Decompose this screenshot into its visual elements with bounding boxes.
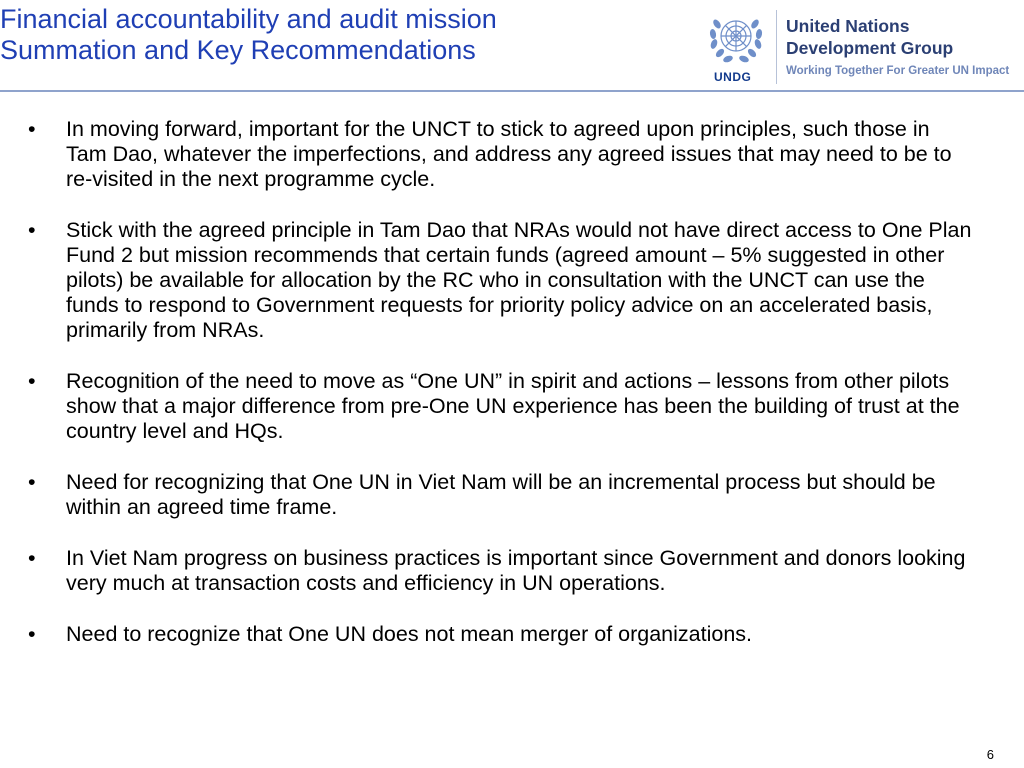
bullet-text: Recognition of the need to move as “One UN” in spirit and actions – lessons from other pilots show that a major difference from pre-One UN experience has been the building of trust at the country level and HQs.: [66, 369, 960, 443]
slide-title: [0, 4, 497, 66]
bullet-marker: •: [28, 546, 36, 570]
list-item: [0, 470, 1024, 520]
bullet-marker: •: [28, 218, 36, 242]
bullet-text: In Viet Nam progress on business practices is important since Government and donors looking very much at transaction costs and efficiency in UN operations.: [66, 546, 966, 595]
undg-abbreviation: UNDG: [714, 70, 752, 84]
slide-title-line-1: Financial accountability and audit mission: [0, 4, 497, 34]
list-item: [0, 117, 1024, 192]
bullet-text: In moving forward, important for the UNCT to stick to agreed upon principles, such those in Tam Dao, whatever the imperfections, and address any agreed issues that may need to be to re-visited in the next programme cycle.: [66, 117, 952, 191]
slide-body: [0, 117, 1024, 673]
recommendations-list: [0, 117, 1024, 647]
bullet-marker: •: [28, 369, 36, 393]
logo-divider: [776, 10, 777, 84]
org-tagline: Working Together For Greater UN Impact: [786, 65, 1010, 77]
bullet-text: Need to recognize that One UN does not mean merger of organizations.: [66, 622, 752, 646]
list-item: [0, 546, 1024, 596]
slide-title-line-2: Summation and Key Recommendations: [0, 35, 476, 65]
header-divider: [0, 90, 1024, 92]
bullet-marker: •: [28, 117, 36, 141]
list-item: [0, 218, 1024, 343]
list-item: [0, 369, 1024, 444]
undg-logo: [700, 6, 1024, 90]
page-number: 6: [986, 747, 994, 762]
bullet-text: Stick with the agreed principle in Tam Dao that NRAs would not have direct access to One Plan Fund 2 but mission recommends that certain funds (agreed amount – 5% suggested in other pilots) be available for allocation by the RC who in consultation with the UNCT can use the funds to respond to Government requests for priority policy advice on an accelerated basis, primarily from NRAs.: [66, 218, 972, 342]
org-name: [786, 15, 953, 59]
slide-header: [0, 0, 1024, 92]
bullet-marker: •: [28, 622, 36, 646]
list-item: [0, 622, 1024, 647]
un-emblem-icon: [700, 6, 772, 70]
org-name-line-2: Development Group: [786, 38, 954, 58]
bullet-text: Need for recognizing that One UN in Viet Nam will be an incremental process but should be within an agreed time frame.: [66, 470, 936, 519]
bullet-marker: •: [28, 470, 36, 494]
org-name-line-1: United Nations: [786, 16, 910, 36]
